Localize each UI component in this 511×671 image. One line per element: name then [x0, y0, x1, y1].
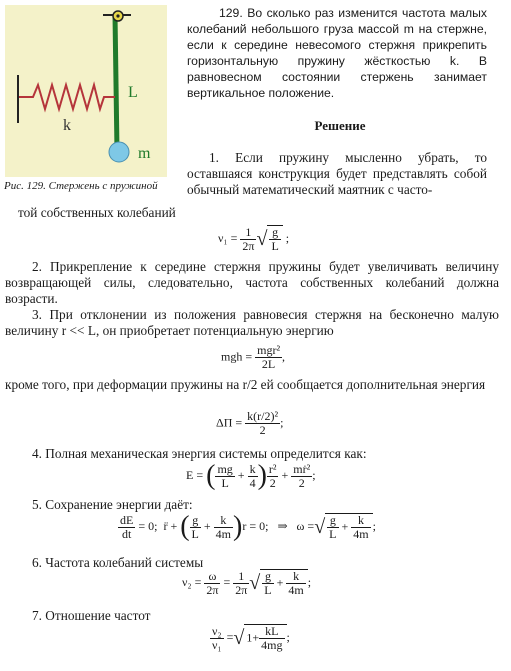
- label-m: m: [138, 145, 151, 162]
- spring: [19, 85, 115, 109]
- nu2-eq: =: [223, 574, 231, 589]
- nu2-2pi: 2π: [206, 582, 219, 597]
- pot-lhs: mgh =: [221, 349, 253, 364]
- step-1a: 1. Если пружину мысленно убрать, то оставшаяся конструкция будет представлять собой обычный математический маятник с часто-: [187, 150, 487, 197]
- pot-den: 2L: [261, 357, 276, 371]
- nu1-num: 1: [240, 226, 256, 240]
- ratio-nu1: ν₁: [212, 637, 222, 652]
- cons-k: k: [214, 514, 233, 528]
- pendulum-with-spring-diagram: [5, 5, 167, 177]
- cons-4m: 4m: [215, 526, 232, 541]
- cons-plus: +: [203, 518, 211, 533]
- ratio-one: 1+: [246, 630, 260, 645]
- cons-g: g: [190, 514, 201, 528]
- problem-statement: [187, 5, 487, 101]
- label-k: k: [63, 117, 71, 134]
- cons-L: L: [191, 526, 199, 541]
- dpi-lhs: ΔΠ =: [216, 415, 243, 430]
- step-2: 2. Прикрепление к середине стержня пружины будет увеличивать величину возвращающей силы, следовательно, частота собственных колебаний должна возрасти.: [5, 259, 499, 306]
- ratio-end: ;: [286, 629, 290, 644]
- ratio-4mg: 4mg: [261, 638, 283, 652]
- cons-t2: r̈ +: [163, 518, 178, 533]
- problem-text: 129. Во сколько раз изменится частота малых колебаний небольшого груза массой m на стержне, если к середине невесомого стержня прикрепить горизонтальную пружину жёсткостью k. В равновесном состоянии стержень занимает вертикальное положение.: [187, 6, 487, 100]
- step-7: 7. Отношение частот: [32, 608, 151, 623]
- formula-delta-pi: [216, 410, 283, 437]
- nu1-rad-den: L: [271, 239, 279, 253]
- energy-b-num: k: [249, 461, 256, 476]
- figure-panel: [5, 5, 167, 177]
- pot-end: ,: [282, 349, 286, 364]
- ratio-nu2: ν₂: [212, 623, 222, 638]
- step-4: 4. Полная механическая энергия системы определится как:: [32, 446, 367, 461]
- cons-end: ;: [372, 518, 376, 533]
- cons-t3: r = 0;: [242, 518, 269, 533]
- step-1b: той собственных колебаний: [18, 205, 176, 220]
- pot-num: mgr²: [257, 343, 281, 357]
- step-3: 3. При отклонении из положения равновесия стержня на бесконечно малую величину r << L, он приобретает потенциальную энергию: [5, 307, 499, 338]
- formula-conservation: $\frac{dE}{dt}$ = 0; r̈ + ( $\frac{g}{L}$ + $\frac{k}{4m}$ )r = 0; ⇒ ω =√ $\frac{g}{L}$ + $\frac{k}{4m}$ ;: [120, 511, 376, 542]
- ratio-eq: =: [226, 629, 234, 644]
- cons-arrow: ⇒: [277, 518, 288, 533]
- nu1-rad-num: g: [269, 226, 280, 240]
- dpi-den: 2: [259, 423, 266, 437]
- step-6: 6. Частота колебаний системы: [32, 555, 204, 570]
- cons-dt: dt: [122, 526, 132, 541]
- formula-nu2: ν₂ = $\frac{\omega}{2\pi}$ = $\frac{1}{2\pi}$ √ $\frac{g}{L}$ + $\frac{k}{4m}$ ;: [182, 568, 312, 597]
- formula-potential: [221, 344, 285, 371]
- nu2-omega: ω: [204, 570, 220, 584]
- energy-c-den: 2: [298, 475, 305, 490]
- energy-b-den: 4: [249, 475, 256, 490]
- formula-energy: E = ( $\frac{mg}{L}$ + $\frac{k}{4}$ ) $\frac{\text{r²}}{2}$ + $\frac{\text{mṙ²}}{2}$ ;: [186, 460, 316, 491]
- energy-lhs: E =: [186, 467, 204, 482]
- energy-a-den: L: [221, 475, 229, 490]
- energy-end: ;: [312, 467, 316, 482]
- label-L: L: [128, 84, 138, 101]
- dpi-num: k(r/2)²: [247, 409, 279, 423]
- solution-heading: Решение: [314, 118, 366, 133]
- nu1-end: ;: [285, 230, 290, 245]
- nu1-den: 2π: [242, 238, 255, 253]
- dpi-end: ;: [280, 415, 284, 430]
- figure-caption: Рис. 129. Стержень с пружиной: [4, 180, 158, 192]
- nu1-lhs: ν₁ =: [218, 230, 238, 245]
- cons-omega: ω =: [296, 518, 315, 533]
- pivot-center: [116, 14, 119, 17]
- ratio-kL: kL: [259, 625, 284, 639]
- energy-r-den: 2: [269, 475, 276, 490]
- energy-a-num: mg: [217, 461, 233, 476]
- energy-plus: +: [237, 467, 245, 482]
- energy-r-num: r²: [268, 461, 277, 476]
- formula-ratio: $\frac{\text{ν₂}}{\text{ν₁}}$ =√ 1+ $\frac{kL}{4mg}$ ;: [212, 623, 290, 652]
- step-3b: кроме того, при деформации пружины на r/2 ей сообщается дополнительная энергия: [5, 377, 486, 392]
- nu2-end: ;: [307, 574, 312, 589]
- step-5: 5. Сохранение энергии даёт:: [32, 497, 193, 512]
- cons-t1: = 0;: [138, 518, 158, 533]
- energy-c-num: mṙ²: [293, 461, 311, 476]
- formula-nu1: ν₁ = $\frac{1}{2\pi}$ √ $\frac{g}{L}$ ;: [218, 224, 290, 253]
- nu2-one: 1: [233, 570, 249, 584]
- mass-ball: [109, 142, 129, 162]
- nu2-lhs: ν₂ =: [182, 574, 202, 589]
- cons-de: dE: [120, 512, 134, 527]
